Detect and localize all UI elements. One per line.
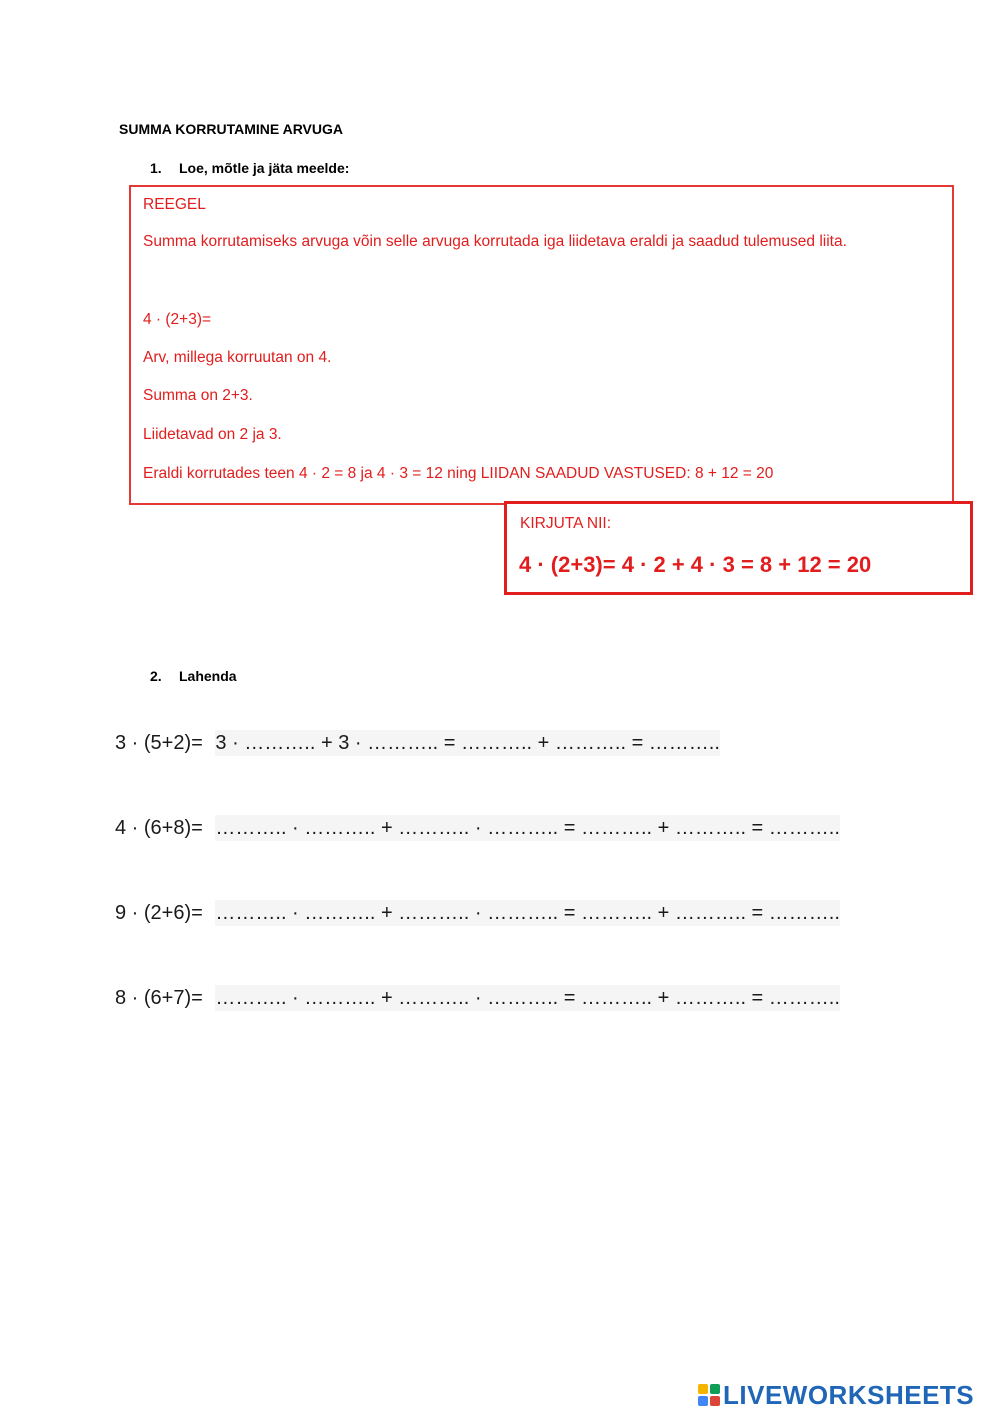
rule-box [129,185,954,505]
answer-field[interactable]: ……….. · ……….. + ……….. · ……….. = ……….. + ……….. = ……….. [215,817,840,839]
task-expression: 4 · (6+8)= [115,817,203,839]
section-1-label: Loe, mõtle ja jäta meelde: [179,160,350,176]
answer-field[interactable]: ……….. · ……….. + ……….. · ……….. = ……….. + ……….. = ……….. [215,987,840,1009]
task-row-4 [115,987,840,1015]
rule-line-3: Liidetavad on 2 ja 3. [143,426,282,443]
section-2-number: 2. [150,668,162,684]
example-equation: 4 · (2+3)= 4 · 2 + 4 · 3 = 8 + 12 = 20 [519,552,872,577]
task-expression: 9 · (2+6)= [115,902,203,924]
logo-text: LIVEWORKSHEETS [723,1379,975,1410]
task-row-2 [115,817,840,845]
answer-field[interactable]: 3 · ……….. + 3 · ……….. = ……….. + ……….. = ……….. [215,732,720,754]
section-2-label: Lahenda [179,668,237,684]
worksheet-title: SUMMA KORRUTAMINE ARVUGA [119,121,343,137]
task-expression: 8 · (6+7)= [115,987,203,1009]
rule-line-4: Eraldi korrutades teen 4 · 2 = 8 ja 4 · 3 = 12 ning LIIDAN SAADUD VASTUSED: 8 + 12 = 20 [143,465,774,482]
example-box [504,501,973,595]
rule-example-expression: 4 · (2+3)= [143,311,212,328]
task-row-1 [115,732,720,760]
rule-heading: REEGEL [143,196,206,213]
answer-field[interactable]: ……….. · ……….. + ……….. · ……….. = ……….. + ……….. = ……….. [215,902,840,924]
rule-line-1: Arv, millega korruutan on 4. [143,349,332,366]
rule-line-2: Summa on 2+3. [143,387,253,404]
section-1-number: 1. [150,160,162,176]
example-label: KIRJUTA NII: [520,515,612,532]
task-expression: 3 · (5+2)= [115,732,203,754]
task-row-3 [115,902,840,930]
rule-text: Summa korrutamiseks arvuga võin selle arvuga korrutada iga liidetava eraldi ja saadud tulemused liita. [143,233,847,250]
liveworksheets-logo-icon [698,1384,720,1406]
footer-logo[interactable] [698,1380,974,1410]
